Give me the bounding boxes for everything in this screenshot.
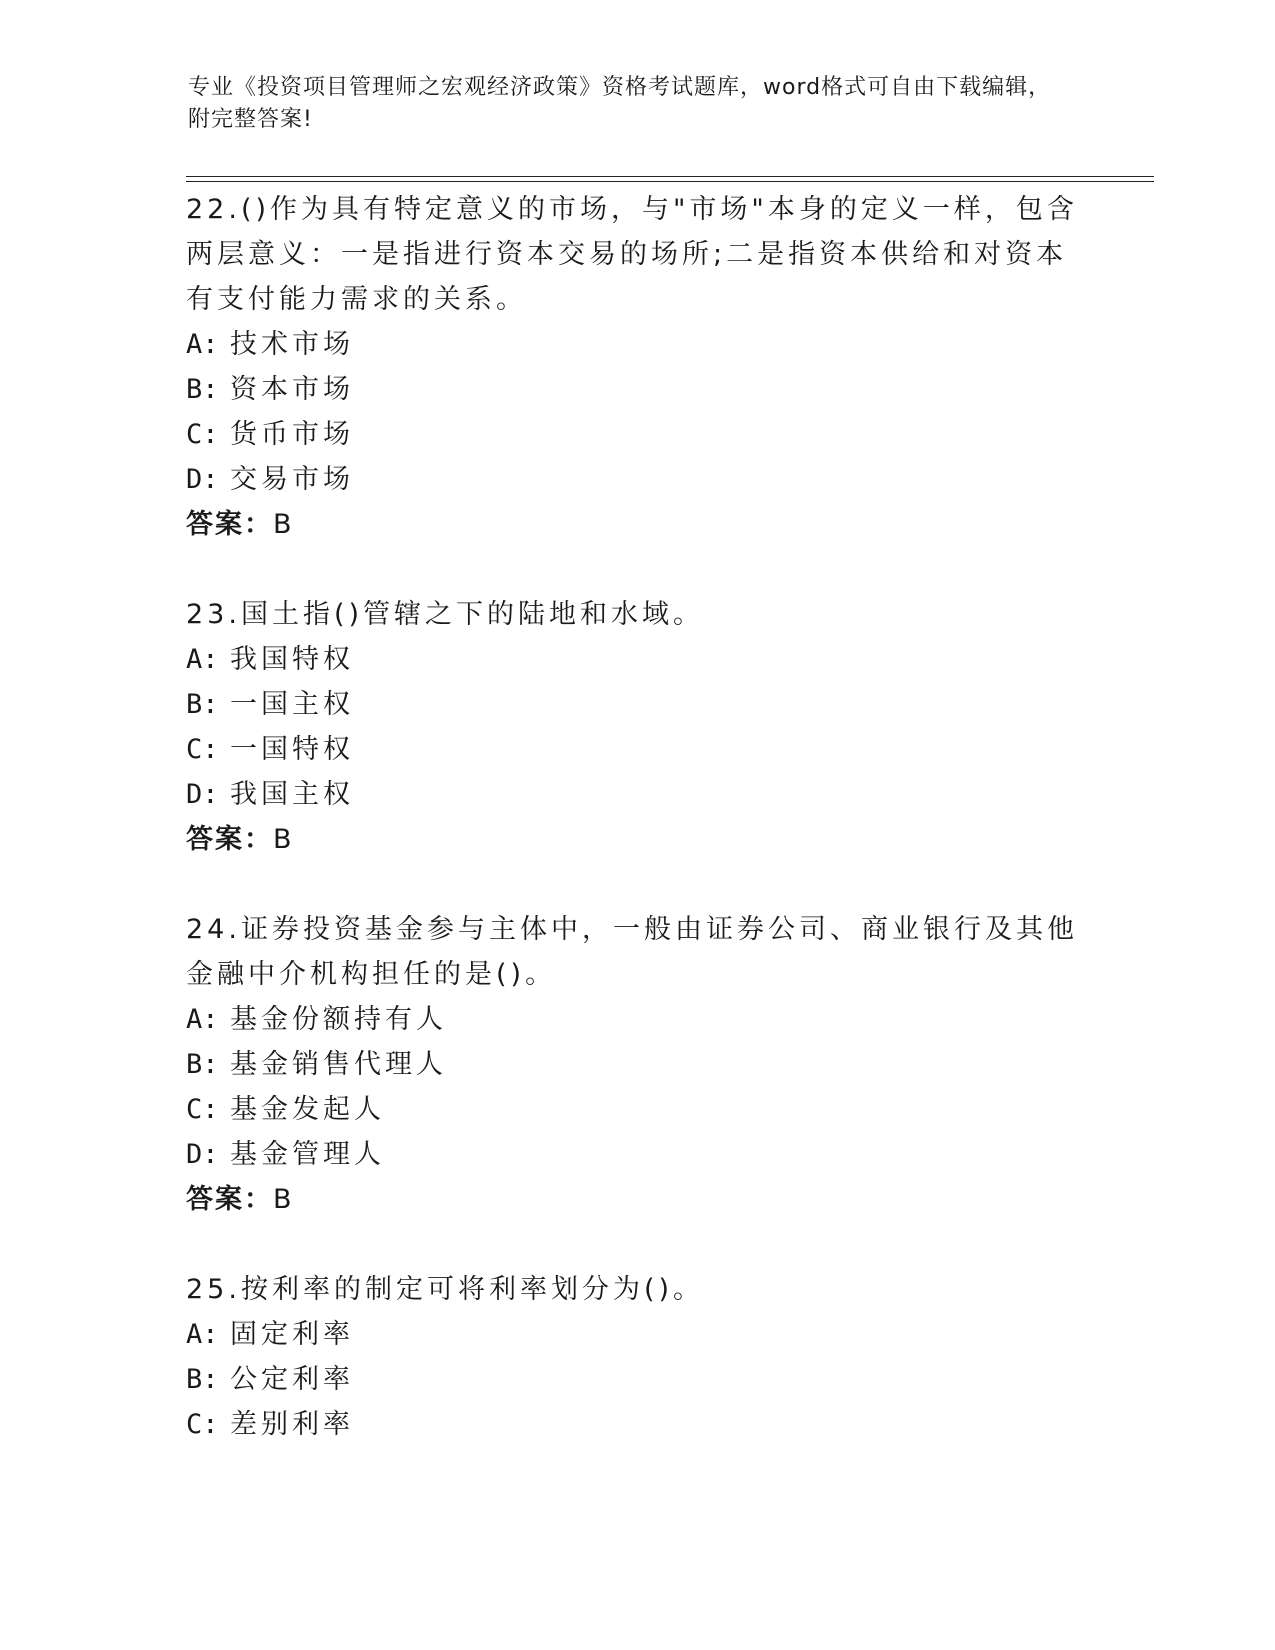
option-letter: C:	[186, 1409, 219, 1440]
option-text: 差别利率	[230, 1409, 354, 1440]
option-c	[186, 412, 1086, 457]
question-text: 24.证券投资基金参与主体中，一般由证券公司、商业银行及其他金融中介机构担任的是()。	[186, 914, 1078, 990]
option-text: 一国特权	[230, 734, 354, 765]
option-text: 资本市场	[230, 374, 354, 405]
question-text: 23.国土指()管辖之下的陆地和水域。	[186, 599, 705, 630]
option-letter: A:	[186, 329, 219, 360]
question-24	[186, 907, 1086, 1222]
option-text: 一国主权	[230, 689, 354, 720]
option-letter: A:	[186, 1004, 219, 1035]
option-c	[186, 727, 1086, 772]
option-text: 基金发起人	[230, 1094, 385, 1125]
option-text: 技术市场	[230, 329, 354, 360]
answer-line	[186, 1177, 1086, 1222]
option-letter: B:	[186, 1049, 219, 1080]
option-a	[186, 322, 1086, 367]
option-a	[186, 1312, 1086, 1357]
option-a	[186, 997, 1086, 1042]
option-d	[186, 457, 1086, 502]
header-divider-top	[186, 176, 1154, 177]
question-text: 25.按利率的制定可将利率划分为()。	[186, 1274, 705, 1305]
question-text: 22.()作为具有特定意义的市场，与"市场"本身的定义一样，包含两层意义：一是指进行资本交易的场所;二是指资本供给和对资本有支付能力需求的关系。	[186, 194, 1078, 315]
answer-value: B	[273, 509, 292, 540]
option-b	[186, 682, 1086, 727]
answer-label: 答案：	[186, 1184, 273, 1215]
question-list	[186, 187, 1086, 1447]
option-c	[186, 1087, 1086, 1132]
option-d	[186, 1132, 1086, 1177]
option-letter: D:	[186, 1139, 219, 1170]
option-text: 公定利率	[230, 1364, 354, 1395]
question-23	[186, 592, 1086, 862]
option-letter: D:	[186, 779, 219, 810]
option-text: 我国主权	[230, 779, 354, 810]
option-a	[186, 637, 1086, 682]
option-letter: A:	[186, 644, 219, 675]
option-letter: C:	[186, 1094, 219, 1125]
option-letter: C:	[186, 734, 219, 765]
answer-value: B	[273, 824, 292, 855]
option-d	[186, 772, 1086, 817]
option-text: 基金销售代理人	[230, 1049, 447, 1080]
option-b	[186, 1042, 1086, 1087]
option-text: 基金管理人	[230, 1139, 385, 1170]
header-divider-bottom	[186, 181, 1154, 182]
option-letter: B:	[186, 1364, 219, 1395]
answer-label: 答案：	[186, 824, 273, 855]
answer-label: 答案：	[186, 509, 273, 540]
option-text: 固定利率	[230, 1319, 354, 1350]
option-b	[186, 1357, 1086, 1402]
option-text: 基金份额持有人	[230, 1004, 447, 1035]
option-letter: A:	[186, 1319, 219, 1350]
question-22	[186, 187, 1086, 547]
option-letter: C:	[186, 419, 219, 450]
question-25	[186, 1267, 1086, 1447]
answer-line	[186, 502, 1086, 547]
option-text: 货币市场	[230, 419, 354, 450]
option-c	[186, 1402, 1086, 1447]
option-letter: B:	[186, 689, 219, 720]
option-letter: D:	[186, 464, 219, 495]
option-text: 交易市场	[230, 464, 354, 495]
option-b	[186, 367, 1086, 412]
answer-value: B	[273, 1184, 292, 1215]
option-letter: B:	[186, 374, 219, 405]
answer-line	[186, 817, 1086, 862]
option-text: 我国特权	[230, 644, 354, 675]
document-header: 专业《投资项目管理师之宏观经济政策》资格考试题库，word格式可自由下载编辑，附完整答案!	[188, 75, 1052, 132]
